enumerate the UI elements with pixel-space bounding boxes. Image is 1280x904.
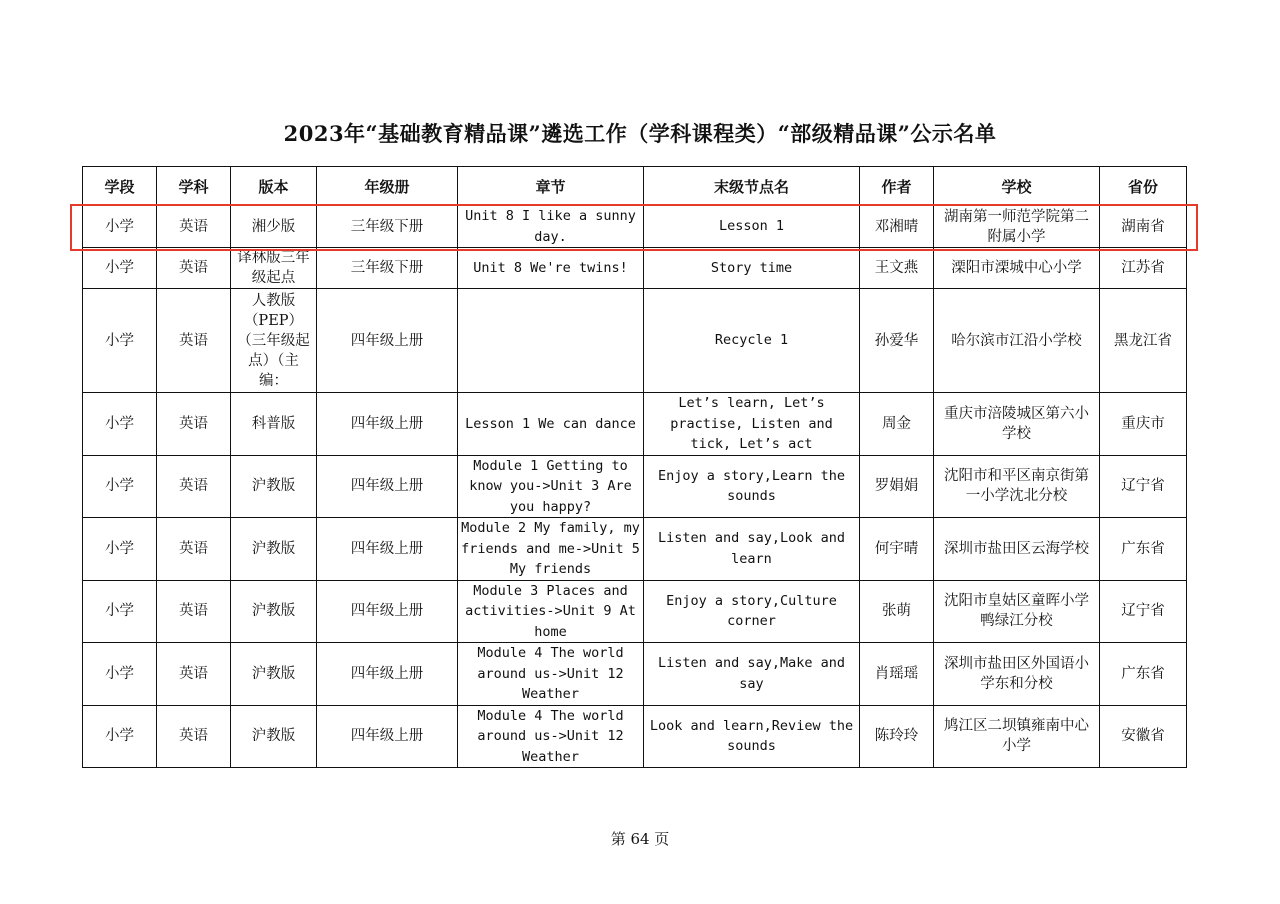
cell-stage: 小学	[83, 455, 157, 518]
cell-author: 张萌	[860, 580, 934, 643]
cell-grade: 四年级上册	[317, 393, 458, 456]
cell-subject: 英语	[157, 393, 231, 456]
cell-province: 广东省	[1100, 518, 1187, 581]
cell-stage: 小学	[83, 705, 157, 768]
cell-province: 辽宁省	[1100, 580, 1187, 643]
cell-grade: 四年级上册	[317, 455, 458, 518]
cell-author: 邓湘晴	[860, 206, 934, 248]
header-chapter: 章节	[458, 167, 644, 206]
header-stage: 学段	[83, 167, 157, 206]
cell-province: 重庆市	[1100, 393, 1187, 456]
cell-subject: 英语	[157, 289, 231, 393]
cell-chapter: Module 2 My family, my friends and me->Unit 5 My friends	[458, 518, 644, 581]
cell-grade: 四年级上册	[317, 580, 458, 643]
cell-stage: 小学	[83, 643, 157, 706]
cell-school: 深圳市盐田区外国语小学东和分校	[934, 643, 1100, 706]
header-school: 学校	[934, 167, 1100, 206]
cell-author: 周金	[860, 393, 934, 456]
cell-province: 广东省	[1100, 643, 1187, 706]
cell-subject: 英语	[157, 248, 231, 289]
header-node: 末级节点名	[644, 167, 860, 206]
cell-edition: 科普版	[231, 393, 317, 456]
cell-grade: 四年级上册	[317, 289, 458, 393]
cell-school: 溧阳市溧城中心小学	[934, 248, 1100, 289]
cell-node: Recycle 1	[644, 289, 860, 393]
course-list-table	[82, 166, 1187, 768]
cell-stage: 小学	[83, 206, 157, 248]
cell-province: 安徽省	[1100, 705, 1187, 768]
cell-edition: 沪教版	[231, 643, 317, 706]
cell-node: Look and learn,Review the sounds	[644, 705, 860, 768]
cell-subject: 英语	[157, 518, 231, 581]
table-row	[83, 518, 1187, 581]
page-title: 2023年“基础教育精品课”遴选工作（学科课程类）“部级精品课”公示名单	[283, 121, 997, 146]
cell-school: 鸠江区二坝镇雍南中心小学	[934, 705, 1100, 768]
cell-chapter: Module 4 The world around us->Unit 12 Weather	[458, 705, 644, 768]
cell-author: 肖瑶瑶	[860, 643, 934, 706]
cell-node: Lesson 1	[644, 206, 860, 248]
cell-school: 沈阳市皇姑区童晖小学鸭绿江分校	[934, 580, 1100, 643]
cell-stage: 小学	[83, 518, 157, 581]
cell-node: Let’s learn, Let’s practise, Listen and tick, Let’s act	[644, 393, 860, 456]
table-row	[83, 705, 1187, 768]
cell-school: 湖南第一师范学院第二附属小学	[934, 206, 1100, 248]
cell-province: 黑龙江省	[1100, 289, 1187, 393]
cell-node: Listen and say,Look and learn	[644, 518, 860, 581]
cell-grade: 四年级上册	[317, 705, 458, 768]
cell-chapter: Unit 8 We're twins!	[458, 248, 644, 289]
table-row	[83, 393, 1187, 456]
cell-edition: 人教版（PEP）（三年级起点）（主编：	[231, 289, 317, 393]
cell-chapter: Lesson 1 We can dance	[458, 393, 644, 456]
header-author: 作者	[860, 167, 934, 206]
cell-stage: 小学	[83, 393, 157, 456]
cell-edition: 沪教版	[231, 518, 317, 581]
cell-chapter: Module 1 Getting to know you->Unit 3 Are you happy?	[458, 455, 644, 518]
cell-stage: 小学	[83, 580, 157, 643]
cell-subject: 英语	[157, 455, 231, 518]
cell-author: 孙爱华	[860, 289, 934, 393]
cell-node: Enjoy a story,Learn the sounds	[644, 455, 860, 518]
cell-chapter: Module 4 The world around us->Unit 12 Weather	[458, 643, 644, 706]
cell-edition: 译林版三年级起点	[231, 248, 317, 289]
cell-node: Listen and say,Make and say	[644, 643, 860, 706]
page-number: 第 64 页	[610, 830, 670, 848]
cell-edition: 沪教版	[231, 580, 317, 643]
cell-edition: 沪教版	[231, 705, 317, 768]
cell-province: 辽宁省	[1100, 455, 1187, 518]
cell-school: 沈阳市和平区南京街第一小学沈北分校	[934, 455, 1100, 518]
cell-edition: 沪教版	[231, 455, 317, 518]
cell-author: 罗娟娟	[860, 455, 934, 518]
cell-grade: 三年级下册	[317, 206, 458, 248]
cell-subject: 英语	[157, 643, 231, 706]
cell-subject: 英语	[157, 705, 231, 768]
cell-author: 陈玲玲	[860, 705, 934, 768]
cell-province: 湖南省	[1100, 206, 1187, 248]
cell-grade: 四年级上册	[317, 643, 458, 706]
cell-node: Enjoy a story,Culture corner	[644, 580, 860, 643]
table-row	[83, 206, 1187, 248]
cell-author: 王文燕	[860, 248, 934, 289]
header-province: 省份	[1100, 167, 1187, 206]
header-subject: 学科	[157, 167, 231, 206]
cell-author: 何宇晴	[860, 518, 934, 581]
cell-stage: 小学	[83, 248, 157, 289]
cell-subject: 英语	[157, 206, 231, 248]
cell-school: 深圳市盐田区云海学校	[934, 518, 1100, 581]
table-row	[83, 580, 1187, 643]
cell-chapter: Unit 8 I like a sunny day.	[458, 206, 644, 248]
table-row	[83, 643, 1187, 706]
cell-school: 重庆市涪陵城区第六小学校	[934, 393, 1100, 456]
cell-grade: 四年级上册	[317, 518, 458, 581]
table-row	[83, 289, 1187, 393]
table-row	[83, 248, 1187, 289]
cell-edition: 湘少版	[231, 206, 317, 248]
header-edition: 版本	[231, 167, 317, 206]
cell-node: Story time	[644, 248, 860, 289]
cell-grade: 三年级下册	[317, 248, 458, 289]
header-grade: 年级册	[317, 167, 458, 206]
cell-subject: 英语	[157, 580, 231, 643]
cell-province: 江苏省	[1100, 248, 1187, 289]
cell-stage: 小学	[83, 289, 157, 393]
table-header-row	[83, 167, 1187, 206]
cell-school: 哈尔滨市江沿小学校	[934, 289, 1100, 393]
cell-chapter	[458, 289, 644, 393]
table-row	[83, 455, 1187, 518]
cell-chapter: Module 3 Places and activities->Unit 9 At home	[458, 580, 644, 643]
